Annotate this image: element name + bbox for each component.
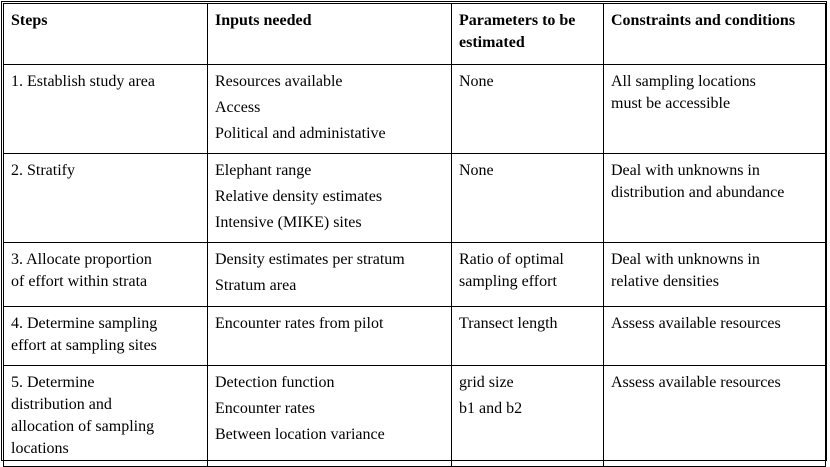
table-header-row [4, 4, 826, 65]
step-text: 4. Determine sampling [11, 315, 158, 332]
step-text: 5. Determine [11, 374, 95, 391]
constraint-text: distribution and abundance [611, 184, 785, 201]
input-item: Resources available [215, 73, 343, 90]
input-item: Stratum area [215, 277, 297, 294]
steps-table [3, 3, 826, 467]
constraint-text: Assess available resources [611, 315, 781, 332]
input-item: Density estimates per stratum [215, 251, 405, 268]
constraints-cell [604, 65, 826, 154]
input-item: Political and administative [215, 125, 386, 142]
input-item: Intensive (MIKE) sites [215, 214, 362, 231]
constraints-cell [604, 307, 826, 366]
inputs-cell [208, 243, 452, 307]
parameter-item: Transect length [459, 315, 558, 332]
header-parameters: Parameters to be estimated [452, 4, 604, 65]
parameter-item: grid size [459, 374, 514, 391]
table-row [4, 243, 826, 307]
table-row [4, 65, 826, 154]
step-cell [4, 243, 208, 307]
inputs-cell [208, 65, 452, 154]
input-item: Encounter rates from pilot [215, 315, 384, 332]
table-row [4, 366, 826, 467]
step-text: locations [11, 440, 69, 457]
constraints-cell [604, 366, 826, 467]
step-text: 1. Establish study area [11, 73, 155, 90]
parameter-item: b1 and b2 [459, 400, 523, 417]
input-item: Between location variance [215, 426, 385, 443]
step-cell [4, 366, 208, 467]
parameter-item: None [459, 73, 494, 90]
inputs-cell [208, 154, 452, 243]
constraint-text: Deal with unknowns in [611, 251, 760, 268]
input-item: Relative density estimates [215, 188, 383, 205]
step-text: of effort within strata [11, 273, 148, 290]
parameter-item: sampling effort [459, 273, 557, 290]
table-row [4, 154, 826, 243]
parameters-cell [452, 366, 604, 467]
step-cell [4, 65, 208, 154]
input-item: Access [215, 99, 261, 116]
constraint-text: Deal with unknowns in [611, 162, 760, 179]
header-inputs-needed: Inputs needed [208, 4, 452, 65]
step-cell [4, 307, 208, 366]
step-text: 3. Allocate proportion [11, 251, 152, 268]
constraint-text: must be accessible [611, 95, 731, 112]
step-text: 2. Stratify [11, 162, 75, 179]
step-text: distribution and [11, 396, 112, 413]
parameters-cell [452, 243, 604, 307]
parameters-cell [452, 154, 604, 243]
input-item: Encounter rates [215, 400, 315, 417]
parameter-item: None [459, 162, 494, 179]
input-item: Elephant range [215, 162, 312, 179]
constraints-cell [604, 243, 826, 307]
step-cell [4, 154, 208, 243]
parameter-item: Ratio of optimal [459, 251, 564, 268]
header-constraints: Constraints and conditions [604, 4, 826, 65]
constraints-cell [604, 154, 826, 243]
input-item: Detection function [215, 374, 335, 391]
table-row [4, 307, 826, 366]
constraint-text: relative densities [611, 273, 719, 290]
constraint-text: Assess available resources [611, 374, 781, 391]
inputs-cell [208, 307, 452, 366]
step-text: effort at sampling sites [11, 337, 157, 354]
parameters-cell [452, 65, 604, 154]
header-steps: Steps [4, 4, 208, 65]
parameters-cell [452, 307, 604, 366]
inputs-cell [208, 366, 452, 467]
constraint-text: All sampling locations [611, 73, 756, 90]
step-text: allocation of sampling [11, 418, 155, 435]
